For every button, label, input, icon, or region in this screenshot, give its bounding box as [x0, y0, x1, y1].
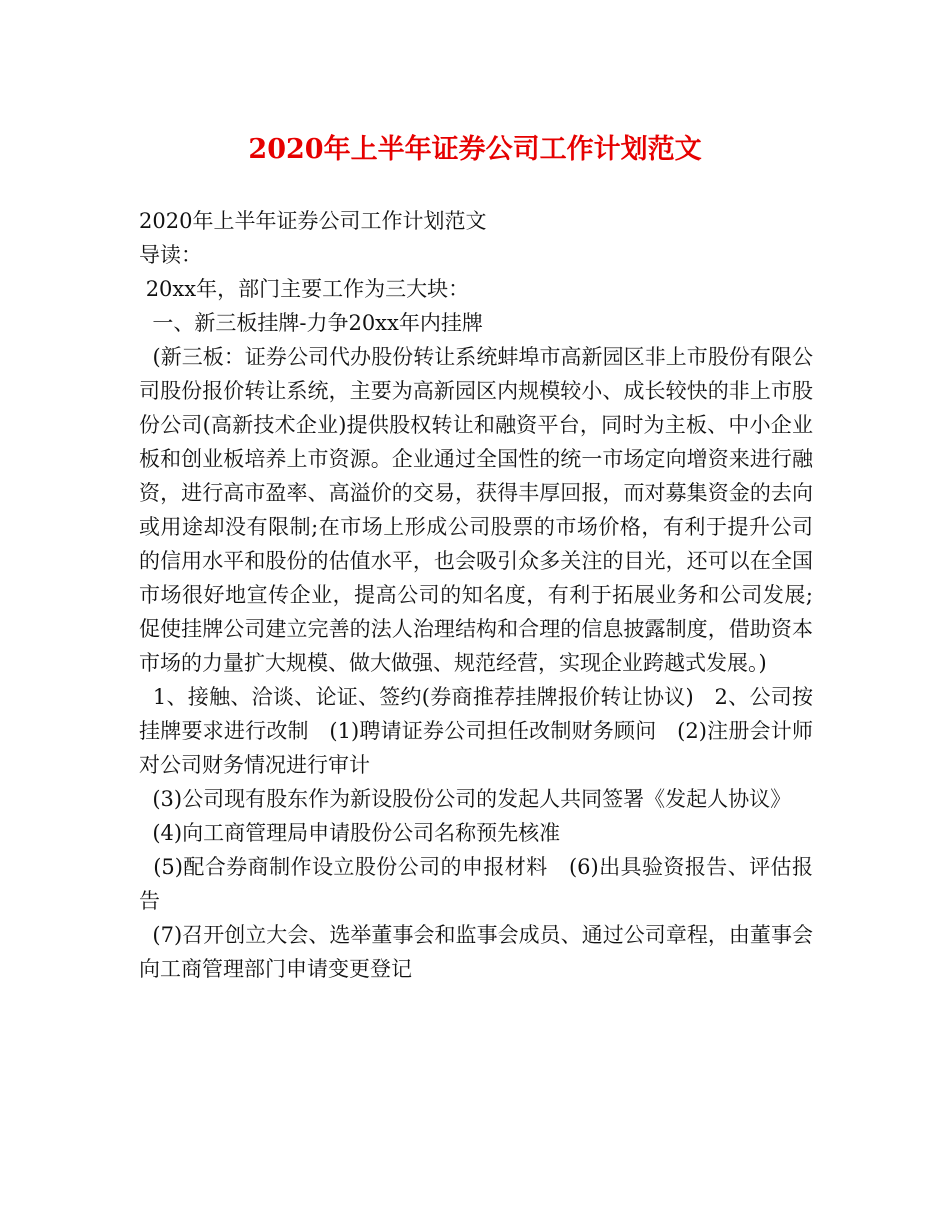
- steps-paragraph: 1、接触、洽谈、论证、签约(券商推荐挂牌报价转让协议) 2、公司按挂牌要求进行改制 (1)聘请证券公司担任改制财务顾问 (2)注册会计师对公司财务情况进行审计: [139, 685, 813, 777]
- guide-label: 导读：: [139, 243, 202, 267]
- step-5-6-paragraph: (5)配合券商制作设立股份公司的申报材料 (6)出具验资报告、评估报告: [139, 855, 813, 913]
- step-4-paragraph: (4)向工商管理局申请股份公司名称预先核准: [139, 821, 561, 845]
- explanation-paragraph: (新三板：证券公司代办股份转让系统蚌埠市高新园区非上市股份有限公司股份报价转让系统，主要为高新园区内规模较小、成长较快的非上市股份公司(高新技术企业)提供股权转让和融资平台，同时为主板、中小企业板和创业板培养上市资源。企业通过全国性的统一市场定向增资来进行融资，进行高市盈率、高溢价的交易，获得丰厚回报，而对募集资金的去向或用途却没有限制;在市场上形成公司股票的市场价格，有利于提升公司的信用水平和股份的估值水平，也会吸引众多关注的目光，还可以在全国市场很好地宣传企业，提高公司的知名度，有利于拓展业务和公司发展;促使挂牌公司建立完善的法人治理结构和合理的信息披露制度，借助资本市场的力量扩大规模、做大做强、规范经营，实现企业跨越式发展。): [139, 345, 813, 675]
- document-title: 2020年上半年证券公司工作计划范文: [248, 134, 702, 165]
- step-7-paragraph: (7)召开创立大会、选举董事会和监事会成员、通过公司章程，由董事会向工商管理部门申请变更登记: [139, 923, 813, 981]
- step-3-paragraph: (3)公司现有股东作为新设股份公司的发起人共同签署《发起人协议》: [139, 787, 792, 811]
- document-body: [139, 204, 813, 986]
- section-heading: 一、新三板挂牌-力争20xx年内挂牌: [139, 311, 483, 335]
- intro-paragraph: 20xx年，部门主要工作为三大块：: [139, 277, 470, 301]
- subtitle-line: 2020年上半年证券公司工作计划范文: [139, 209, 487, 233]
